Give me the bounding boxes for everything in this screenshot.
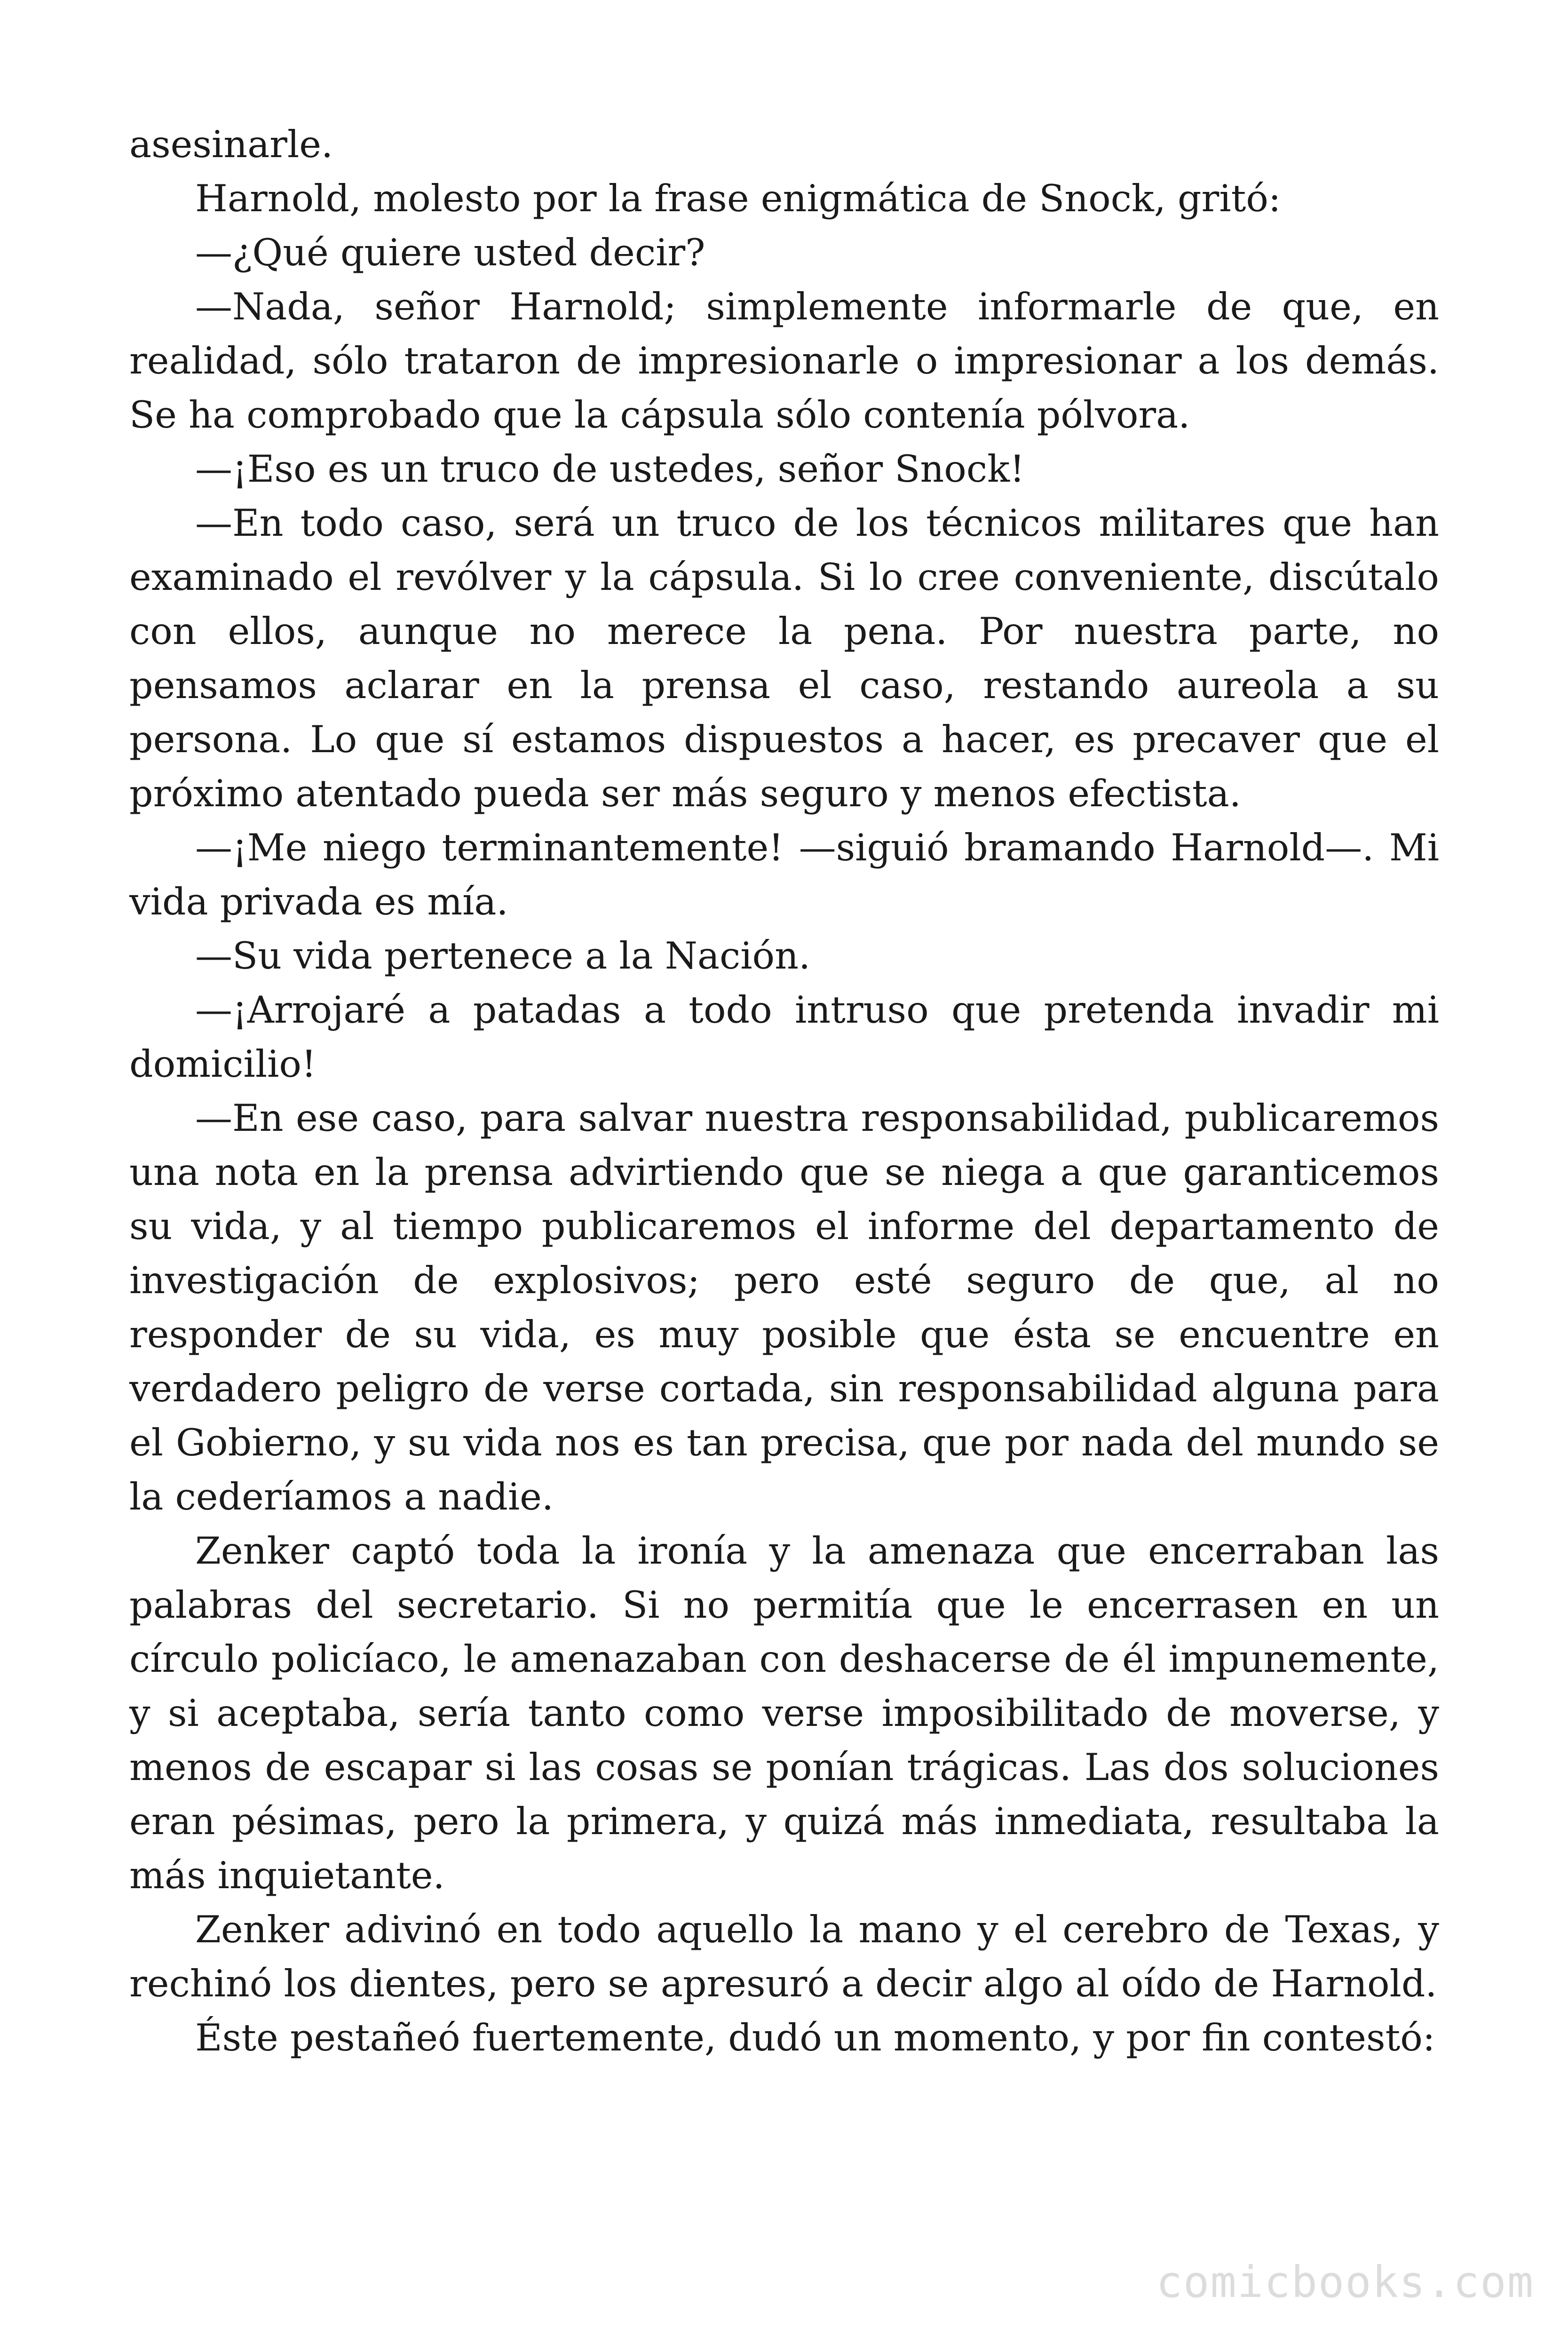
paragraph-2: Harnold, molesto por la frase enigmática de Snock, gritó: [195, 177, 1281, 220]
paragraph-12: Zenker adivinó en todo aquello la mano y el cerebro de Texas, y rechinó los dientes, pero se apresuró a decir algo al oído de Harnold. [129, 1908, 1439, 2005]
page-body [129, 118, 1439, 2065]
watermark: comicbooks.com [1156, 2257, 1534, 2307]
paragraph-4: —Nada, señor Harnold; simplemente informarle de que, en realidad, sólo trataron de impresionarle o impresionar a los demás. Se ha comprobado que la cápsula sólo contenía pólvora. [129, 285, 1439, 437]
paragraph-7: —¡Me niego terminantemente! —siguió bramando Harnold—. Mi vida privada es mía. [129, 826, 1439, 923]
paragraph-6: —En todo caso, será un truco de los técnicos militares que han examinado el revólver y la cápsula. Si lo cree conveniente, discútalo con ellos, aunque no merece la pena. Por nuestra parte, no pensamos aclarar en la prensa el caso, restando aureola a su persona. Lo que sí estamos dispuestos a hacer, es precaver que el próximo atentado pueda ser más seguro y menos efectista. [129, 501, 1439, 815]
paragraph-13: Éste pestañeó fuertemente, dudó un momento, y por fin contestó: [195, 2016, 1435, 2059]
paragraph-5: —¡Eso es un truco de ustedes, señor Snock! [195, 447, 1025, 491]
paragraph-9: —¡Arrojaré a patadas a todo intruso que pretenda invadir mi domicilio! [129, 988, 1439, 1086]
paragraph-1: asesinarle. [129, 123, 333, 166]
paragraph-3: —¿Qué quiere usted decir? [195, 231, 705, 274]
paragraph-8: —Su vida pertenece a la Nación. [195, 934, 811, 977]
paragraph-11: Zenker captó toda la ironía y la amenaza que encerraban las palabras del secretario. Si no permitía que le encerrasen en un círculo policíaco, le amenazaban con deshacerse de él impunemente, y si aceptaba, sería tanto como verse imposibilitado de moverse, y menos de escapar si las cosas se ponían trágicas. Las dos soluciones eran pésimas, pero la primera, y quizá más inmediata, resultaba la más inquietante. [129, 1529, 1439, 1897]
paragraph-10: —En ese caso, para salvar nuestra responsabilidad, publicaremos una nota en la prensa advirtiendo que se niega a que garanticemos su vida, y al tiempo publicaremos el informe del departamento de investigación de explosivos; pero esté seguro de que, al no responder de su vida, es muy posible que ésta se encuentre en verdadero peligro de verse cortada, sin responsabilidad alguna para el Gobierno, y su vida nos es tan precisa, que por nada del mundo se la cederíamos a nadie. [129, 1097, 1439, 1518]
